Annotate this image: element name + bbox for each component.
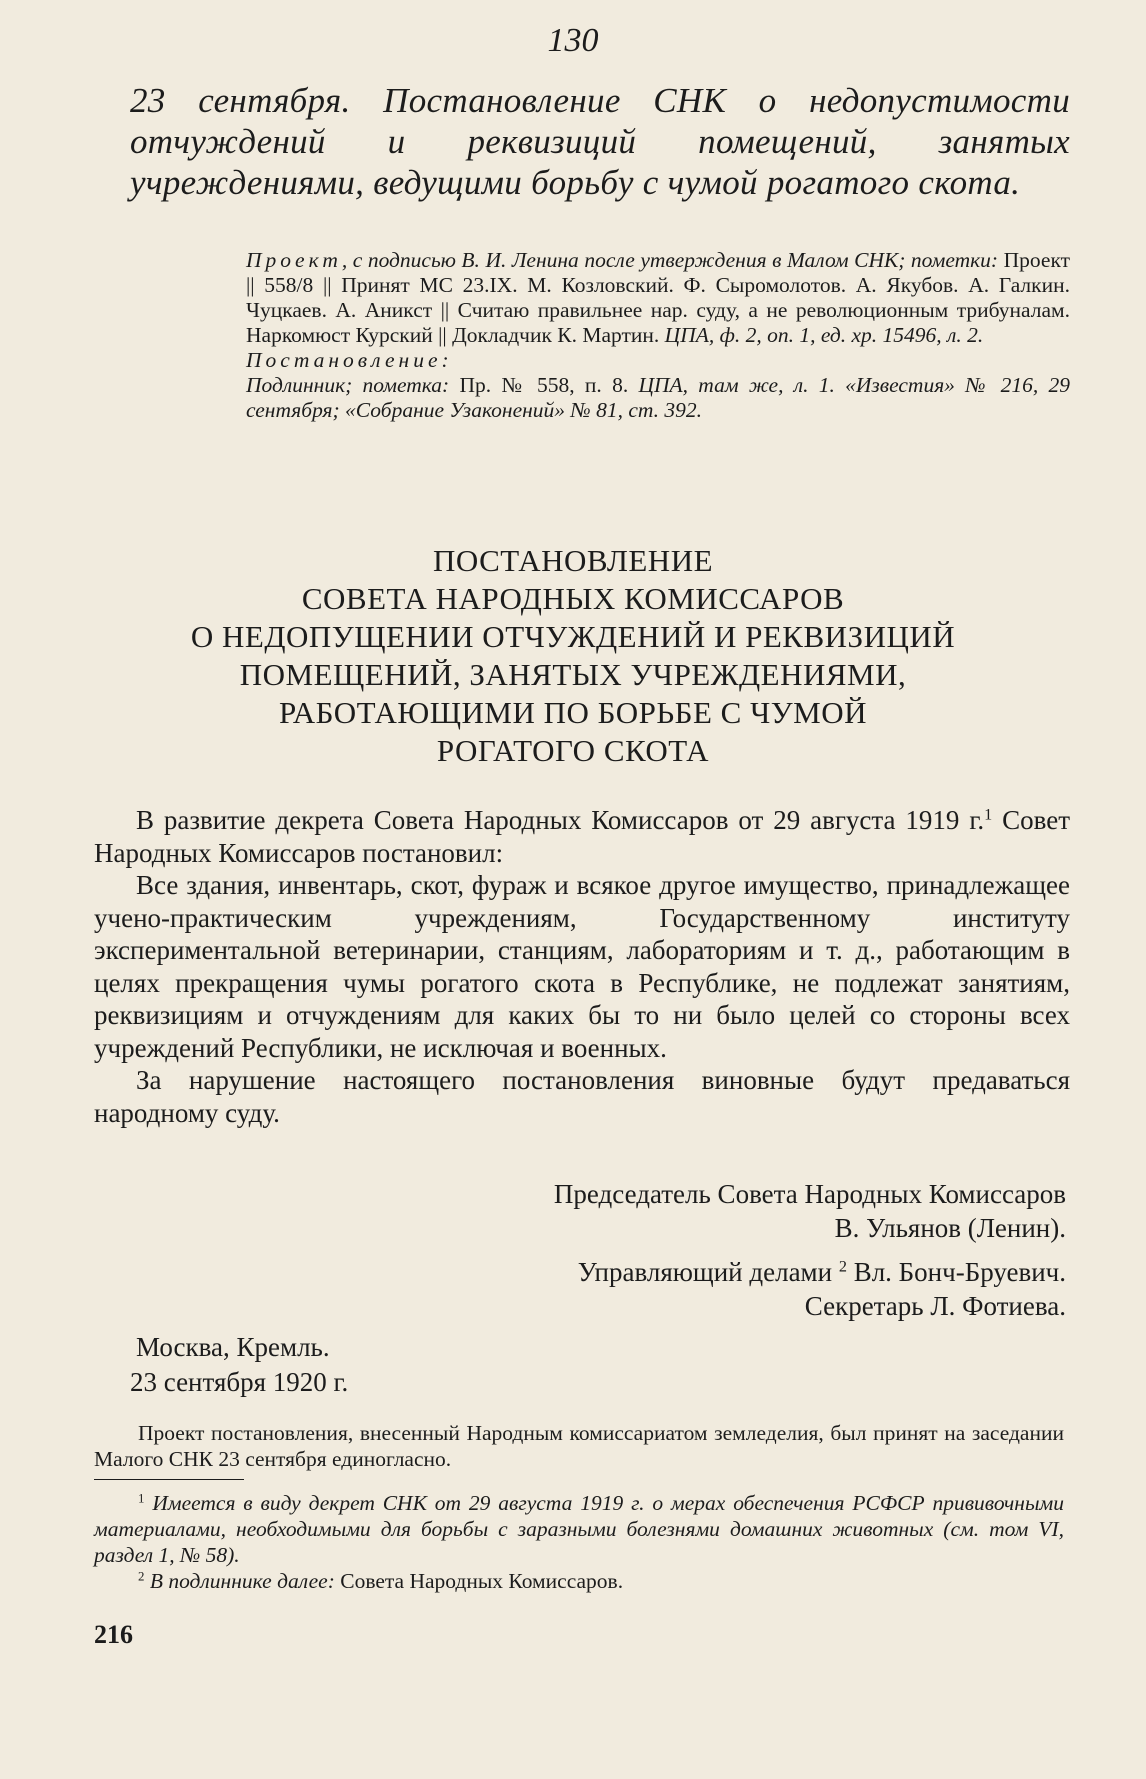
draft-reference: [246, 248, 1070, 348]
title-line: ПОСТАНОВЛЕНИЕ: [432, 543, 714, 578]
place-and-date: [130, 1330, 349, 1400]
draft-note: , с подписью В. И. Ленина после утверждения в Малом СНК; пометки:: [341, 248, 999, 272]
original-reference: [246, 373, 1070, 423]
footnote-2: [94, 1568, 1064, 1594]
footnote-2-text: Совета Народных Комиссаров.: [334, 1569, 624, 1593]
chair-name: В. Ульянов (Ленин).: [834, 1213, 1066, 1243]
document-heading: 23 сентября. Постановление СНК о недопустимости отчуждений и реквизиций помещений, занятых учреждениями, ведущими борьбу с чумой рогатого скота.: [130, 81, 1070, 202]
draft-marks: Проект || 558/8 || Принят МС 23.IX. М. Козловский. Ф. Сыромолотов. А. Якубов. А. Галкин. Чуцкаев. А. Аникст || Считаю правильнее нар. суду, а не революционным трибуналам. Наркомюст Курский || Докладчик К. Мартин.: [246, 248, 1071, 347]
original-archive-ref: ЦПА, там же, л. 1. «Известия» № 216, 29 сентября; «Собрание Узаконений» № 81, ст. 392.: [246, 373, 1071, 422]
archive-references: [246, 248, 1070, 423]
footnote-2-number: 2: [138, 1569, 145, 1584]
signatures-block: [94, 1177, 1066, 1323]
body-p1-text: В развитие декрета Совета Народных Комиссаров от 29 августа 1919 г.: [136, 805, 985, 835]
manager-title: Управляющий делами: [577, 1257, 833, 1287]
footnote-ref-1: 1: [984, 805, 993, 824]
title-line: СОВЕТА НАРОДНЫХ КОМИССАРОВ: [301, 581, 845, 616]
title-line: РОГАТОГО СКОТА: [436, 733, 710, 768]
body-paragraph-2: Все здания, инвентарь, скот, фураж и всякое другое имущество, принадлежащее учено-практическим учреждениям, Государственному институту экспериментальной ветеринарии, станциям, лабораториям и т. д., работающим в целях прекращения чумы рогатого скота в Республике, не подлежат занятиям, реквизициям и отчуждениям для каких бы то ни было целей со стороны всех учреждений Республики, не исключая и военных.: [94, 870, 1070, 1063]
original-label: Подлинник; пометка:: [246, 373, 450, 397]
decree-title: [100, 542, 1046, 770]
footnote-ref-2: 2: [838, 1257, 847, 1276]
body-paragraph-1: [94, 804, 1070, 869]
footnote-1: [94, 1490, 1064, 1568]
secretary-signature: Секретарь Л. Фотиева.: [804, 1291, 1066, 1321]
running-page-number: 130: [547, 22, 599, 59]
place-city: Москва, Кремль.: [136, 1332, 330, 1362]
title-line: ПОМЕЩЕНИЙ, ЗАНЯТЫХ УЧРЕЖДЕНИЯМИ,: [239, 657, 907, 692]
manager-name: Вл. Бонч-Бруевич.: [846, 1257, 1066, 1287]
original-mark: Пр. № 558, п. 8.: [449, 373, 639, 397]
page-number: 216: [94, 1620, 133, 1649]
place-date: 23 сентября 1920 г.: [130, 1367, 349, 1397]
chair-title: Председатель Совета Народных Комиссаров: [553, 1179, 1066, 1209]
manager-signature: [94, 1255, 1066, 1289]
footnote-1-number: 1: [138, 1491, 145, 1506]
body-paragraph-3: За нарушение настоящего постановления виновные будут предаваться народному суду.: [94, 1065, 1070, 1128]
footnote-2-label: В подлиннике далее:: [144, 1569, 335, 1593]
footnote-1-text: Имеется в виду декрет СНК от 29 августа 1919 г. о мерах обеспечения РСФСР прививочными материалами, необходимыми для борьбы с заразными болезнями домашних животных (см. том VI, раздел 1, № 58).: [94, 1491, 1064, 1567]
footnote-divider: [94, 1479, 244, 1480]
footnotes: [94, 1490, 1064, 1594]
title-line: О НЕДОПУЩЕНИИ ОТЧУЖДЕНИЙ И РЕКВИЗИЦИЙ: [190, 619, 956, 654]
title-line: РАБОТАЮЩИМИ ПО БОРЬБЕ С ЧУМОЙ: [278, 695, 868, 730]
body-p1-tail: Совет Народных Комиссаров постановил:: [94, 805, 1071, 868]
resolution-label: Постановление:: [246, 348, 453, 372]
editorial-note: Проект постановления, внесенный Народным комиссариатом земледелия, был принят на заседании Малого СНК 23 сентября единогласно.: [94, 1421, 1064, 1471]
draft-label: Проект: [246, 248, 342, 272]
decree-body: [94, 804, 1070, 1129]
draft-archive-ref: ЦПА, ф. 2, оп. 1, ед. хр. 15496, л. 2.: [664, 323, 984, 347]
